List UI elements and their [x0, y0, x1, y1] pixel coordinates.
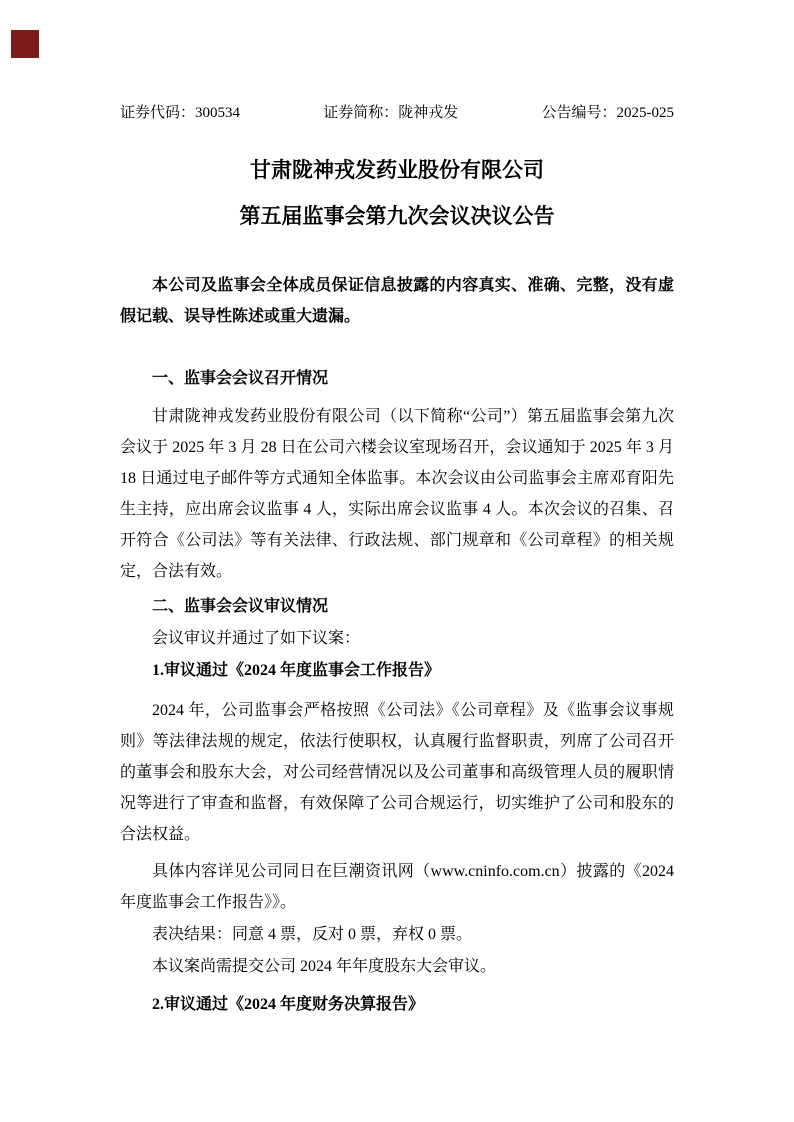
red-annotation-marker [11, 30, 39, 58]
securities-abbr [323, 104, 458, 123]
securities-header-row [120, 104, 674, 123]
item1-title: 1.审议通过《2024 年度监事会工作报告》 [152, 662, 441, 679]
section2-intro: 会议审议并通过了如下议案： [152, 630, 361, 647]
item2-title: 2.审议通过《2024 年度财务决算报告》 [152, 996, 425, 1013]
company-name-title: 甘肃陇神戎发药业股份有限公司 [250, 158, 544, 182]
announcement-no [541, 104, 674, 123]
announcement-no-value: 2025-025 [616, 105, 674, 121]
securities-code-label: 证券代码： [120, 105, 196, 121]
announcement-subtitle: 第五届监事会第九次会议决议公告 [239, 204, 555, 228]
securities-abbr-value: 陇神戎发 [398, 105, 459, 121]
section1-heading: 一、监事会会议召开情况 [152, 370, 329, 387]
section1-paragraph: 甘肃陇神戎发药业股份有限公司（以下简称“公司”）第五届监事会第九次会议于 2025 年 3 月 28 日在公司六楼会议室现场召开，会议通知于 2025 年 3 月 18 日通过电子邮件等方式通知全体监事。本次会议由公司监事会主席邓育阳先生主持，应出席会议监事 4 人，实际出席会议监事 4 人。本次会议的召集、召开符合《公司法》等有关法律、行政法规、部门规章和《公司章程》的相关规定，合法有效。 [120, 408, 674, 580]
securities-abbr-label: 证券简称： [323, 105, 399, 121]
securities-code [120, 104, 240, 123]
disclaimer-paragraph: 本公司及监事会全体成员保证信息披露的内容真实、准确、完整，没有虚假记载、误导性陈述或重大遗漏。 [120, 277, 674, 325]
item1-body: 2024 年，公司监事会严格按照《公司法》《公司章程》及《监事会议事规则》等法律法规的规定，依法行使职权，认真履行监督职责，列席了公司召开的董事会和股东大会，对公司经营情况以及公司董事和高级管理人员的履职情况等进行了审查和监督，有效保障了公司合规运行，切实维护了公司和股东的合法权益。 [120, 702, 674, 843]
announcement-no-label: 公告编号： [541, 105, 617, 121]
item1-vote-result: 表决结果：同意 4 票，反对 0 票，弃权 0 票。 [152, 926, 473, 943]
item1-disclosure: 具体内容详见公司同日在巨潮资讯网（www.cninfo.com.cn）披露的《2024 年度监事会工作报告》》。 [120, 863, 674, 911]
section2-heading: 二、监事会会议审议情况 [152, 598, 329, 615]
securities-code-value: 300534 [195, 105, 241, 121]
document-title-block [120, 147, 674, 239]
item1-submission: 本议案尚需提交公司 2024 年年度股东大会审议。 [152, 958, 497, 975]
